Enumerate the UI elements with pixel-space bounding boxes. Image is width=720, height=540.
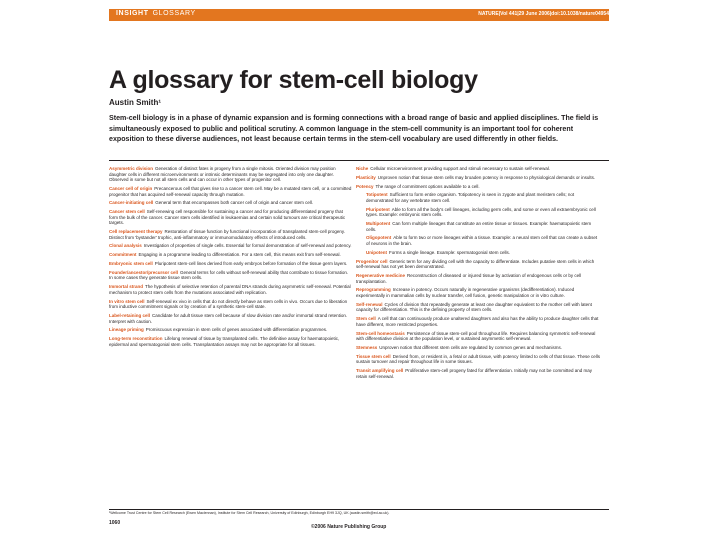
glossary-definition: Forms a single lineage. Example: spermatogonial stem cells. bbox=[389, 249, 511, 255]
glossary-entry bbox=[356, 192, 600, 203]
glossary-definition: Promiscuous expression in stem cells of genes associated with differentiation programmes. bbox=[145, 327, 328, 333]
glossary-entry bbox=[109, 299, 353, 310]
glossary-entry bbox=[356, 302, 600, 313]
glossary-definition: Proliferative stem-cell progeny fated for differentiation. Initially may not be committed and may retain self-renewal. bbox=[356, 368, 593, 379]
glossary-term: Stem-cell homeostasis bbox=[356, 330, 405, 336]
intro-paragraph: Stem-cell biology is in a phase of dynamic expansion and is forming connections with a broad range of basic and applied disciplines. The field is simultaneously exposed to public and political scrutiny. A common language in the stem-cell community is an important tool for coherent exposition to these diverse audiences, not least because certain terms in the stem-cell vocabulary are used differently in other fields. bbox=[109, 114, 599, 144]
glossary-term: Asymmetric division bbox=[109, 166, 154, 171]
glossary-definition: Able to form all the body's cell lineages, including germ cells, and some or even all extraembryonic cell types. Example: embryonic stem cells. bbox=[366, 206, 596, 218]
section-label bbox=[116, 10, 196, 17]
glossary-term: Tissue stem cell bbox=[356, 353, 391, 359]
glossary-entry bbox=[356, 259, 600, 270]
glossary-entry bbox=[356, 250, 600, 256]
glossary-term: Long-term reconstitution bbox=[109, 336, 163, 342]
glossary-definition: Precancerous cell that gives rise to a cancer stem cell. May be a mutated stem cell, or a committed progenitor that has acquired self-renewal capacity through mutation. bbox=[109, 185, 352, 197]
glossary-term: Totipotent bbox=[366, 192, 388, 198]
glossary-entry bbox=[109, 284, 353, 295]
journal-reference: NATURE|Vol 441|29 June 2006|doi:10.1038/nature04954 bbox=[478, 11, 609, 17]
glossary-term: Cell replacement therapy bbox=[109, 229, 163, 235]
glossary-definition: Cycles of division that repeatedly generate at least one daughter equivalent to the mother cell with latent capacity for differentiation. This is the defining property of stem cells. bbox=[356, 301, 592, 313]
glossary-entry bbox=[356, 207, 600, 218]
glossary-entry bbox=[356, 175, 600, 181]
glossary-entry bbox=[356, 287, 600, 298]
glossary-entry bbox=[109, 200, 353, 206]
glossary-term: Stem cell bbox=[356, 316, 376, 322]
glossary-term: Self-renewal bbox=[356, 301, 383, 307]
glossary-entry bbox=[109, 252, 353, 258]
section-name: INSIGHT bbox=[116, 10, 149, 17]
article-title: A glossary for stem-cell biology bbox=[109, 66, 478, 94]
glossary-term: Cancer-initiating cell bbox=[109, 200, 154, 206]
glossary-definition: Lifelong renewal of tissue by transplanted cells. The definitive assay for haematopoietic, epidermal and spermatogonial stem cells. Transplantation assays may not be appropriate for all tissues. bbox=[109, 336, 340, 347]
glossary-definition: Unproven notion that tissue stem cells may broaden potency in response to physiological demands or insults. bbox=[377, 174, 596, 180]
glossary-entry bbox=[356, 368, 600, 379]
copyright-notice: ©2006 Nature Publishing Group bbox=[311, 524, 387, 530]
glossary-term: Lineage priming bbox=[109, 327, 144, 333]
glossary-definition: Self-renewing cell responsible for sustaining a cancer and for producing differentiated progeny that form the bulk of the cancer. Cancer stem cells identified in leukaemias and certain solid tumours are critical therapeutic targets. bbox=[109, 209, 346, 226]
glossary-term: Clonal analysis bbox=[109, 243, 142, 249]
glossary-entry bbox=[356, 235, 600, 246]
glossary-entry bbox=[356, 184, 600, 190]
glossary-definition: General terms for cells without self-renewal ability that contribute to tissue formation. In some cases they generate tissue stem cells. bbox=[109, 269, 349, 281]
glossary-definition: Engaging in a programme leading to differentiation. For a stem cell, this means exit from self-renewal. bbox=[138, 252, 341, 258]
glossary-entry bbox=[109, 166, 353, 183]
glossary-entry bbox=[356, 331, 600, 342]
glossary-term: In vitro stem cell bbox=[109, 298, 145, 304]
glossary-term: Plasticity bbox=[356, 174, 376, 180]
glossary-term: Progenitor cell bbox=[356, 258, 388, 264]
glossary-entry bbox=[109, 243, 353, 249]
glossary-definition: Increase in potency. Occurs naturally in regenerative organisms (dedifferentiation). Induced experimentally in mammalian cells by nuclear transfer, cell fusion, genetic manipulation or in vitro culture. bbox=[356, 287, 575, 298]
glossary-definition: Candidate for adult tissue stem cell because of slow division rate and/or immortal strand retention. Interpret with caution. bbox=[109, 312, 348, 324]
glossary-definition: Generation of distinct fates in progeny from a single mitosis. Oriented division may position daughter cells in different microenvironments or intrinsic determinants may be segregated into only one daughter. Observed in some but not all stem cells and can occur in other types of progenitor cell. bbox=[109, 166, 336, 183]
glossary-entry bbox=[109, 186, 353, 197]
glossary-definition: Self-renewal ex vivo in cells that do not directly behave as stem cells in vivo. Occurs due to liberation from inductive commitment signals or by creation of a synthetic stem-cell state. bbox=[109, 298, 348, 310]
glossary-entry bbox=[109, 327, 353, 333]
glossary-definition: Derived from, or resident in, a fetal or adult tissue, with potency limited to cells of that tissue. These cells sustain turnover and repair throughout life in some tissues. bbox=[356, 353, 600, 365]
glossary-definition: Generic term for any dividing cell with the capacity to differentiate. Includes putative stem cells in which self-renewal has not yet been demonstrated. bbox=[356, 258, 595, 270]
glossary-term: Label-retaining cell bbox=[109, 312, 151, 318]
glossary-definition: Able to form two or more lineages within a tissue. Example: a neural stem cell that can create a subset of neurons in the brain. bbox=[366, 235, 598, 247]
glossary-entry bbox=[109, 270, 353, 281]
author-name: Austin Smith¹ bbox=[109, 98, 161, 107]
glossary-column-left bbox=[109, 166, 353, 350]
subsection-name: GLOSSARY bbox=[152, 10, 196, 17]
glossary-definition: The hypothesis of selective retention of parental DNA strands during asymmetric self-renewal. Potential mechanism to protect stem cells from the mutations associated with replication. bbox=[109, 284, 351, 295]
glossary-entry bbox=[356, 273, 600, 284]
glossary-definition: Sufficient to form entire organism. Totipotency is seen in zygote and plant meristem cells; not demonstrated for any vertebrate stem cell. bbox=[366, 192, 575, 203]
glossary-term: Unipotent bbox=[366, 249, 387, 255]
glossary-entry bbox=[109, 229, 353, 240]
glossary-term: Regenerative medicine bbox=[356, 273, 406, 278]
glossary-column-right bbox=[356, 166, 600, 382]
glossary-definition: The range of commitment options available to a cell. bbox=[375, 183, 480, 189]
glossary-term: Cancer cell of origin bbox=[109, 185, 153, 191]
glossary-definition: Unproven notion that different stem cells are regulated by common genes and mechanisms. bbox=[379, 344, 563, 350]
glossary-term: Founder/ancestor/precursor cell bbox=[109, 269, 179, 275]
glossary-definition: Cellular microenvironment providing support and stimuli necessary to sustain self-renewal. bbox=[370, 166, 551, 171]
glossary-entry bbox=[356, 345, 600, 351]
author-affiliation-footnote: ¹Wellcome Trust Centre for Stem Cell Research (Ewen Maclennan), Institute for Stem Cell Research, University of Edinburgh, Edinburgh EH9 3JQ, UK (austin.smith@ed.ac.uk). bbox=[109, 509, 609, 516]
glossary-definition: Reconstruction of diseased or injured tissue by activation of endogenous cells or by cell transplantation. bbox=[356, 273, 582, 284]
glossary-entry bbox=[356, 221, 600, 232]
glossary-term: Reprogramming bbox=[356, 287, 391, 293]
glossary-definition: Pluripotent stem-cell lines derived from early embryos before formation of the tissue germ layers. bbox=[154, 261, 348, 267]
divider bbox=[109, 160, 609, 161]
glossary-term: Stemness bbox=[356, 344, 378, 350]
glossary-entry bbox=[109, 261, 353, 267]
glossary-definition: Can form multiple lineages that constitute an entire tissue or tissues. Example: haematopoietic stem cells. bbox=[366, 221, 592, 232]
glossary-entry bbox=[109, 313, 353, 324]
glossary-term: Pluripotent bbox=[366, 206, 390, 212]
glossary-term: Immortal strand bbox=[109, 284, 144, 290]
glossary-term: Multipotent bbox=[366, 221, 391, 227]
glossary-entry bbox=[356, 166, 600, 172]
glossary-entry bbox=[356, 354, 600, 365]
glossary-term: Niche bbox=[356, 166, 369, 171]
glossary-term: Potency bbox=[356, 183, 374, 189]
glossary-entry bbox=[109, 336, 353, 347]
glossary-definition: Persistence of tissue stem-cell pool throughout life. Requires balancing symmetric self-renewal with differentiative division at the population level, or sustained asymmetric self-renewal. bbox=[356, 330, 596, 342]
glossary-definition: General term that encompasses both cancer cell of origin and cancer stem cell. bbox=[155, 200, 314, 206]
page-number: 1060 bbox=[109, 520, 121, 526]
glossary-term: Embryonic stem cell bbox=[109, 261, 153, 267]
glossary-entry bbox=[356, 316, 600, 327]
glossary-definition: Investigation of properties of single cells. Essential for formal demonstration of self-renewal and potency. bbox=[143, 243, 352, 249]
glossary-term: Cancer stem cell bbox=[109, 209, 145, 215]
glossary-term: Commitment bbox=[109, 252, 137, 258]
glossary-term: Transit amplifying cell bbox=[356, 368, 404, 374]
glossary-entry bbox=[109, 209, 353, 226]
glossary-definition: A cell that can continuously produce unaltered daughters and also has the ability to produce daughter cells that have different, more restricted properties. bbox=[356, 316, 599, 327]
glossary-term: Oligopotent bbox=[366, 235, 392, 241]
glossary-definition: Restoration of tissue function by functional incorporation of transplanted stem-cell progeny. Distinct from 'bystander' trophic, anti-inflammatory or immunomodulatory effects of introduced cells. bbox=[109, 229, 346, 240]
